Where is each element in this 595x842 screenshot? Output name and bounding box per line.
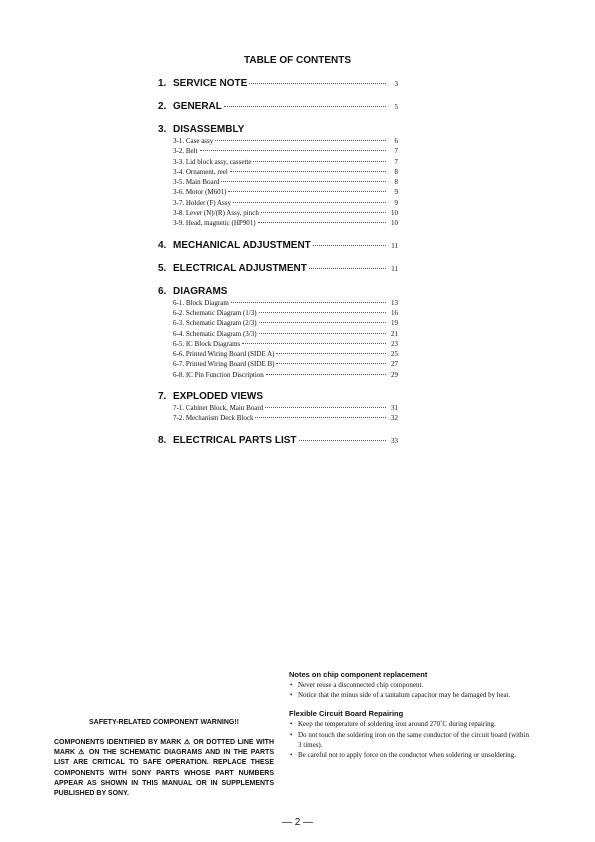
flex-note-item: • Keep the temperature of soldering iron around 270˚C during repairing. — [289, 719, 529, 729]
toc-entry-page: 32 — [391, 414, 398, 423]
toc-section-heading[interactable] — [158, 101, 398, 113]
toc-entry-page: 16 — [391, 308, 398, 317]
toc-section-number: 4. — [158, 239, 167, 251]
toc-leader-dots — [276, 363, 386, 364]
toc-section — [158, 391, 398, 424]
toc-entry-label: 6-8. IC Pin Function Discription — [173, 370, 264, 379]
toc-leader-dots — [259, 322, 386, 323]
toc-entry-label: 7-2. Mechanism Deck Block — [173, 414, 254, 423]
toc-entry-label: 3-2. Belt — [173, 147, 198, 156]
toc-entry-page: 25 — [391, 350, 398, 359]
toc-leader-dots — [259, 333, 386, 334]
toc-page-number: 11 — [391, 241, 398, 250]
toc-leader-dots — [233, 202, 386, 203]
toc-section-title: ELECTRICAL ADJUSTMENT — [173, 262, 307, 274]
toc-leader-dots — [230, 171, 386, 172]
toc-page-number: 33 — [391, 436, 398, 445]
chip-notes-title: Notes on chip component replacement — [289, 670, 428, 679]
toc-entry-label: 3-1. Case assy — [173, 137, 214, 145]
toc-leader-dots — [259, 312, 386, 313]
toc-entry-label: 6-7. Printed Wiring Board (SIDE B) — [173, 360, 275, 369]
toc-section-number: 6. — [158, 285, 167, 297]
flex-notes-title: Flexible Circuit Board Repairing — [289, 709, 404, 719]
toc-leader-dots — [224, 106, 386, 107]
toc-entry-page: 10 — [391, 209, 398, 218]
toc-entry-page: 9 — [394, 188, 398, 197]
toc-entry[interactable] — [158, 177, 398, 187]
toc-section-number: 2. — [158, 101, 167, 112]
toc-entry-page: 10 — [391, 219, 398, 228]
toc-entry[interactable] — [158, 329, 398, 339]
chip-note-item: • Never reuse a disconnected chip component. — [289, 680, 529, 690]
toc-entry-page: 7 — [394, 147, 398, 156]
toc-section-number: 8. — [158, 434, 167, 446]
toc-page-number: 3 — [394, 80, 398, 88]
safety-warning-body: COMPONENTS IDENTIFIED BY MARK ⚠ OR DOTTED LINE WITH MARK ⚠ ON THE SCHEMATIC DIAGRAMS AND IN THE PARTS LIST ARE CRITICAL TO SAFE OPERATION. REPLACE THESE COMPONENTS WITH SONY PARTS WHOSE PART NUMBERS APPEAR AS SHOWN IN THIS MANUAL OR IN SUPPLEMENTS PUBLISHED BY SONY. — [54, 739, 274, 798]
toc-entry-label: 6-6. Printed Wiring Board (SIDE A) — [173, 350, 275, 359]
toc-entry-page: 27 — [391, 360, 398, 369]
toc-entry[interactable] — [158, 359, 398, 369]
toc-entry-label: 6-5. IC Block Diagrams — [173, 339, 241, 348]
toc-entry-page: 29 — [391, 370, 398, 379]
toc-leader-dots — [215, 140, 386, 141]
page-number: — 2 — — [281, 817, 314, 828]
toc-section — [158, 286, 398, 380]
safety-warning — [54, 719, 274, 799]
toc-leader-dots — [266, 374, 386, 375]
toc-section-heading[interactable] — [158, 286, 398, 298]
toc-section — [158, 435, 398, 447]
toc-entry-label: 6-4. Schematic Diagram (3/3) — [173, 329, 257, 338]
toc-entry-label: 7-1. Cabinet Block, Main Board — [173, 404, 264, 413]
toc-leader-dots — [276, 353, 386, 354]
toc-entry[interactable] — [158, 167, 398, 177]
toc-section-title: DISASSEMBLY — [173, 124, 245, 135]
toc-entry[interactable] — [158, 339, 398, 349]
toc-section-heading[interactable] — [158, 435, 398, 447]
toc-leader-dots — [242, 343, 386, 344]
toc-entry-page: 6 — [394, 137, 398, 145]
toc-section-number: 1. — [158, 78, 167, 89]
toc-entry[interactable] — [158, 146, 398, 156]
toc-leader-dots — [299, 440, 386, 441]
toc-entry-label: 6-3. Schematic Diagram (2/3) — [173, 319, 257, 328]
toc-entry[interactable] — [158, 349, 398, 359]
toc-entry-label: 6-2. Schematic Diagram (1/3) — [173, 308, 257, 317]
toc-entry[interactable] — [158, 136, 398, 146]
toc-entry[interactable] — [158, 187, 398, 197]
toc-entry[interactable] — [158, 198, 398, 208]
toc-entry[interactable] — [158, 218, 398, 228]
toc-leader-dots — [221, 181, 386, 182]
toc-entry[interactable] — [158, 403, 398, 413]
toc-leader-dots — [309, 268, 386, 269]
toc-section — [158, 124, 398, 229]
toc-entry[interactable] — [158, 370, 398, 380]
toc-leader-dots — [231, 302, 386, 303]
toc-entry[interactable] — [158, 157, 398, 167]
flex-note-item: • Do not touch the soldering iron on the same conductor of the circuit board (within 3 times). — [289, 730, 529, 750]
toc-leader-dots — [313, 245, 386, 246]
toc-entry-page: 13 — [391, 298, 398, 307]
toc-leader-dots — [253, 161, 386, 162]
toc-leader-dots — [255, 417, 386, 418]
toc-entry-page: 7 — [394, 157, 398, 166]
toc-entry-page: 8 — [394, 178, 398, 187]
toc-section — [158, 101, 398, 113]
toc-section-number: 5. — [158, 262, 167, 274]
toc-section-heading[interactable] — [158, 240, 398, 252]
toc-section-heading[interactable] — [158, 78, 398, 90]
safety-warning-title: SAFETY-RELATED COMPONENT WARNING!! — [89, 719, 239, 726]
toc-section-heading[interactable] — [158, 263, 398, 275]
toc-entry-label: 3-5. Main Board — [173, 178, 220, 187]
toc-section-heading[interactable] — [158, 124, 398, 136]
toc-leader-dots — [200, 150, 387, 151]
toc-entry[interactable] — [158, 318, 398, 328]
toc-section-title: DIAGRAMS — [173, 285, 228, 297]
toc-entry-label: 6-1. Block Diagram — [173, 298, 229, 307]
toc-entry-page: 9 — [394, 198, 398, 207]
toc-entry-page: 23 — [391, 339, 398, 348]
toc-page-number: 5 — [394, 103, 398, 111]
toc-entry-page: 21 — [391, 329, 398, 338]
toc-entry-label: 3-4. Ornament, reel — [173, 167, 228, 176]
flex-note-item: • Be careful not to apply force on the conductor when soldering or unsoldering. — [289, 750, 529, 760]
toc-leader-dots — [228, 191, 386, 192]
chip-note-item: • Notice that the minus side of a tantalum capacitor may be damaged by heat. — [289, 690, 529, 700]
toc-entry[interactable] — [158, 413, 398, 423]
toc-entry-page: 31 — [391, 404, 398, 413]
toc-section-number: 7. — [158, 391, 167, 403]
toc-entry[interactable] — [158, 308, 398, 318]
toc-section — [158, 263, 398, 275]
toc-entry-label: 3-8. Lever (N)/(R) Assy, pinch — [173, 209, 259, 218]
toc-page-number: 11 — [391, 264, 398, 273]
toc-leader-dots — [249, 83, 386, 84]
toc-section-title: MECHANICAL ADJUSTMENT — [173, 239, 311, 251]
toc-leader-dots — [261, 212, 386, 213]
toc-title: TABLE OF CONTENTS — [243, 55, 352, 66]
toc-list — [158, 78, 398, 458]
toc-entry-page: 8 — [394, 167, 398, 176]
notes-block — [289, 669, 529, 760]
toc-section-title: ELECTRICAL PARTS LIST — [173, 434, 297, 446]
toc-entry[interactable] — [158, 298, 398, 308]
toc-section-title: GENERAL — [173, 101, 222, 112]
toc-entry-label: 3-7. Holder (F) Assy — [173, 198, 231, 207]
toc-leader-dots — [258, 222, 386, 223]
toc-leader-dots — [265, 407, 386, 408]
toc-entry[interactable] — [158, 208, 398, 218]
toc-section-number: 3. — [158, 124, 167, 135]
toc-entry-label: 3-9. Head, magnetic (HP901) — [173, 219, 256, 228]
toc-section-title: EXPLODED VIEWS — [173, 391, 264, 403]
toc-entry-label: 3-6. Motor (M601) — [173, 188, 227, 197]
toc-section — [158, 240, 398, 252]
toc-entry-page: 19 — [391, 319, 398, 328]
toc-entry-label: 3-3. Lid block assy, cassette — [173, 157, 252, 166]
toc-section — [158, 78, 398, 90]
toc-section-title: SERVICE NOTE — [173, 78, 248, 89]
toc-section-heading[interactable] — [158, 391, 398, 403]
